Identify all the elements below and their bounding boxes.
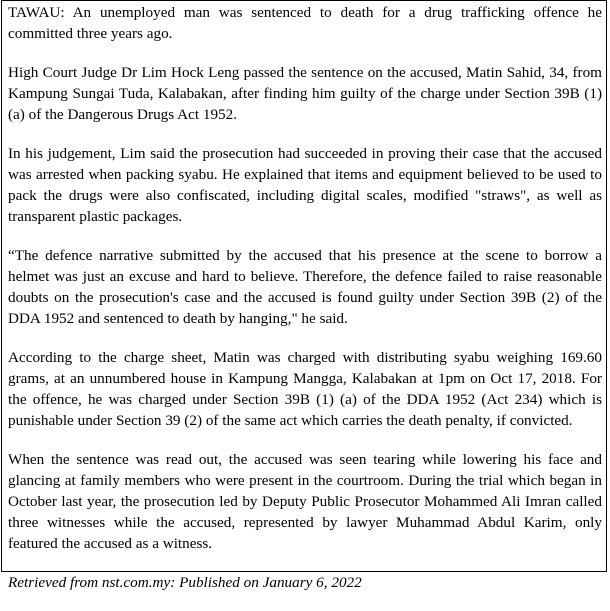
paragraph-trial: When the sentence was read out, the accused was seen tearing while lowering his face and glancing at family members who were present in the courtroom. During the trial which began in October last year, the prosecution led by Deputy Public Prosecutor Mohammed Ali Imran called three witnesses while the accused, represented by lawyer Muhammad Abdul Karim, only featured the accused as a witness. <box>8 451 602 552</box>
paragraph-lead: TAWAU: An unemployed man was sentenced to death for a drug trafficking offence he committed three years ago. <box>8 4 602 42</box>
news-article <box>8 2 602 611</box>
source-citation: Retrieved from nst.com.my: Published on January 6, 2022 <box>8 574 362 591</box>
paragraph-sentence: High Court Judge Dr Lim Hock Leng passed the sentence on the accused, Matin Sahid, 34, from Kampung Sungai Tuda, Kalabakan, after finding him guilty of the charge under Section 39B (1) (a) of the Dangerous Drugs Act 1952. <box>8 64 602 123</box>
paragraph-judgement: In his judgement, Lim said the prosecution had succeeded in proving their case that the accused was arrested when packing syabu. He explained that items and equipment believed to be used to pack the drugs were also confiscated, including digital scales, modified "straws", as well as transparent plastic packages. <box>8 145 602 225</box>
paragraph-charge-sheet: According to the charge sheet, Matin was charged with distributing syabu weighing 169.60 grams, at an unnumbered house in Kampung Mangga, Kalabakan at 1pm on Oct 17, 2018. For the offence, he was charged under Section 39B (1) (a) of the DDA 1952 (Act 234) which is punishable under Section 39 (2) of the same act which carries the death penalty, if convicted. <box>8 349 602 429</box>
paragraph-quote: “The defence narrative submitted by the accused that his presence at the scene to borrow a helmet was just an excuse and hard to believe. Therefore, the defence failed to raise reasonable doubts on the prosecution's case and the accused is found guilty under Section 39B (2) of the DDA 1952 and sentenced to death by hanging," he said. <box>8 247 602 327</box>
